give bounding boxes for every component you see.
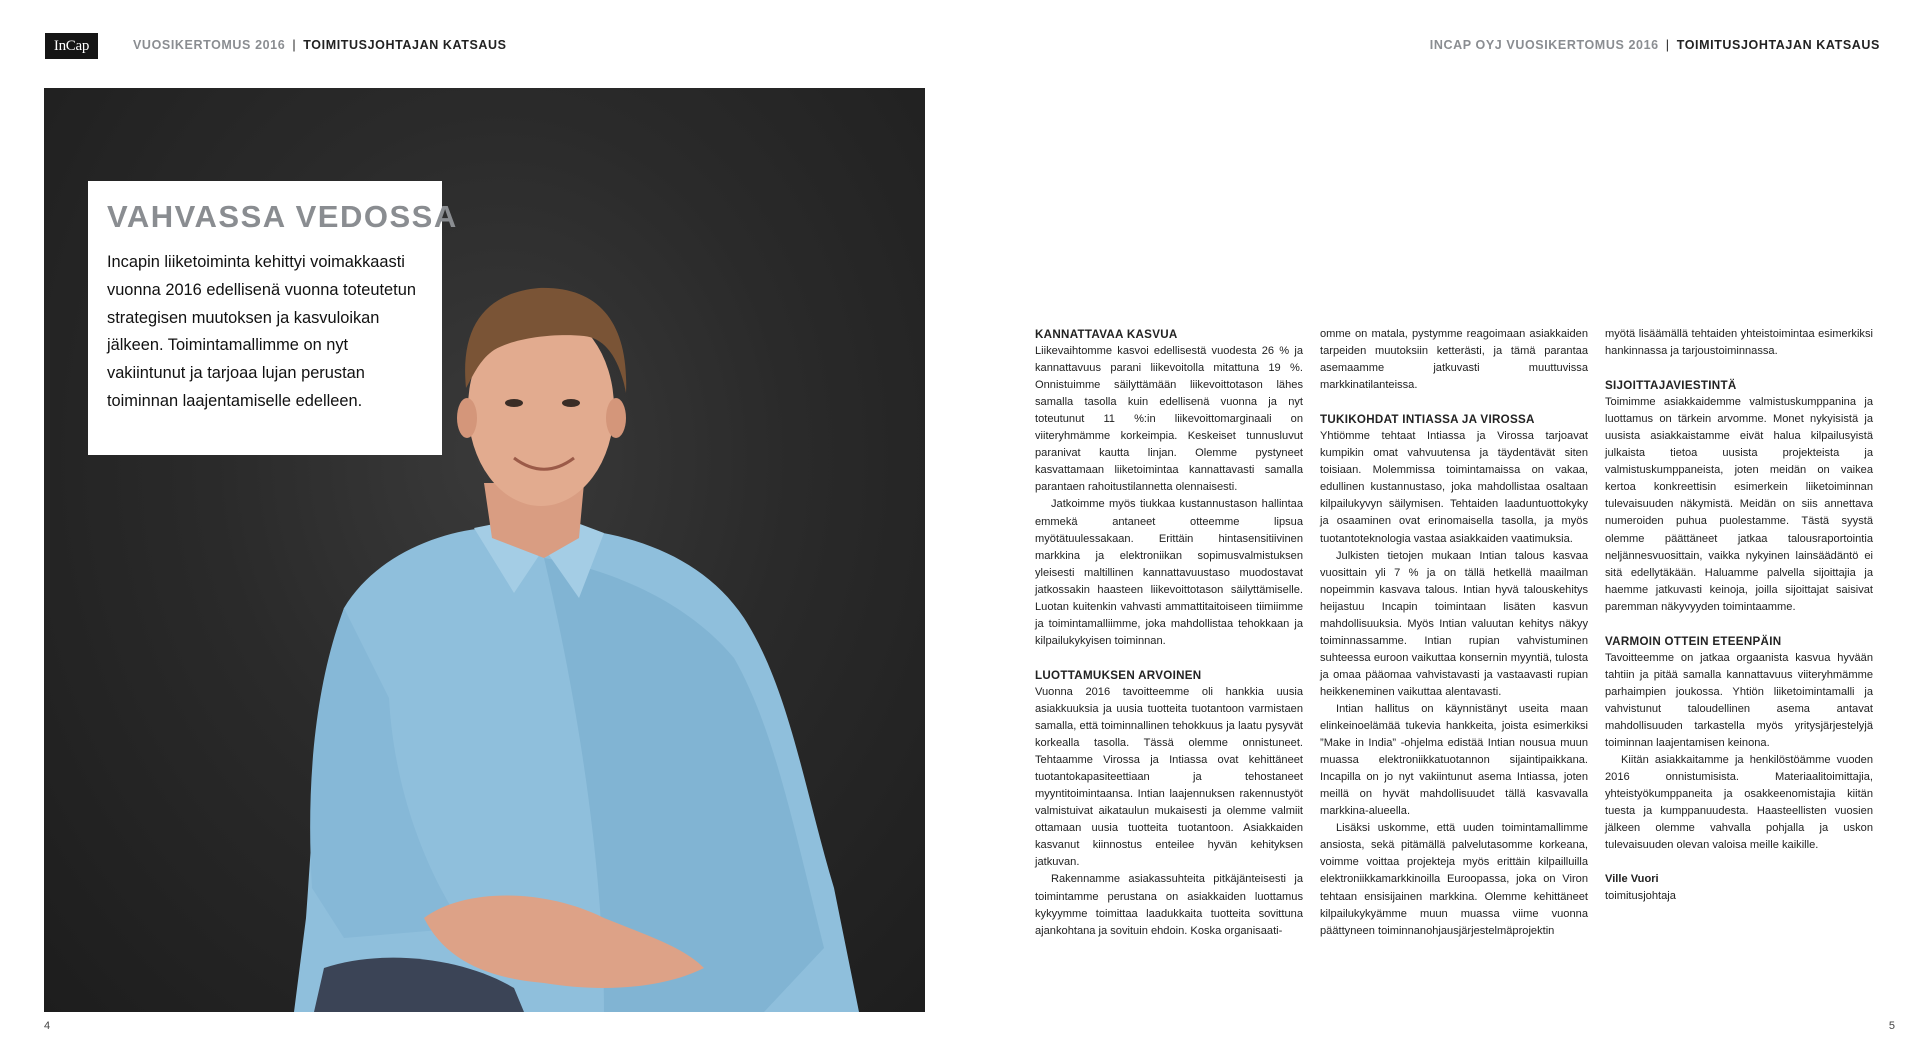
header-publication: INCAP OYJ VUOSIKERTOMUS 2016 bbox=[1429, 38, 1659, 52]
header-section: TOIMITUSJOHTAJAN KATSAUS bbox=[303, 38, 507, 52]
subheading: LUOTTAMUKSEN ARVOINEN bbox=[1035, 668, 1202, 682]
headline-title: VAHVASSA VEDOSSA bbox=[107, 199, 458, 234]
paragraph: Toimimme asiakkaidemme valmistuskumppanina ja luottamus on tärkein arvomme. Monet nykyisistä ja uusista asiakkaistamme eivät halua kilpailusyistä julkaista tietoa uusista projekteista ja valmistuskumppaneista, joten meidän on vaikea kertoa konkreettisin esimerkein liiketoiminnan tulevaisuuden näkymistä. Meidän on siis annettava numeroiden puhua puolestamme. Tästä syystä olemme päättäneet jatkaa talousraportointia neljännesvuosittain, vaikka nykyinen lainsäädäntö ei sitä edellytäkään. Haluamme palvella sijoittajia ja haemme jatkuvasti keinoja, joilla sijoittajat saisivat paremman näkyvyyden toimintaamme. bbox=[1605, 396, 1873, 613]
paragraph: Jatkoimme myös tiukkaa kustannustason hallintaa emmekä antaneet otteemme lipsua myötätuulessakaan. Erittäin hintasensitiivinen markkina ja elektroniikan sopimusvalmistuksen yleisesti maltillinen kannattavuustaso muodostavat jatkossakin haasteen liikevoittotason säilyttämiselle. Luotan kuitenkin vahvasti ammattitaitoiseen tiimiimme ja toimintamalliimme, joka mahdollistaa tehokkaan ja kilpailukykyisen toiminnan. bbox=[1035, 498, 1303, 647]
header-separator: | bbox=[292, 38, 297, 52]
paragraph: Rakennamme asiakassuhteita pitkäjänteisesti ja toimintamme perustana on asiakkaiden luottamus kykyymme toimittaa laadukkaita tuotteita sovittuna ajankohtana ja sovituin ehdoin. Koska organisaati- bbox=[1035, 873, 1303, 937]
subheading: SIJOITTAJAVIESTINTÄ bbox=[1605, 379, 1737, 393]
signature-name: Ville Vuori bbox=[1605, 873, 1659, 886]
paragraph: omme on matala, pystymme reagoimaan asiakkaiden tarpeiden muutoksiin ketterästi, ja tämä parantaa asemaamme jatkuvasti muuttuvissa markkinatilanteissa. bbox=[1320, 328, 1588, 392]
text-column-2 bbox=[1320, 326, 1588, 940]
incap-logo: InCap bbox=[45, 33, 98, 59]
left-eye bbox=[505, 399, 523, 407]
page-number-left: 4 bbox=[44, 1020, 51, 1032]
paragraph: Intian hallitus on käynnistänyt useita maan elinkeinoelämää tukevia hankkeita, joista esimerkiksi ”Make in India” -ohjelma edistää Intian nousua muun muassa elektroniikkatuotannon sijaintipaikkana. Incapilla on jo nyt vakiintunut asema Intiassa, joten meillä on hyvät mahdollisuudet tällä kasvavalla markkina-alueella. bbox=[1320, 702, 1588, 818]
paragraph: Liikevaihtomme kasvoi edellisestä vuodesta 26 % ja kannattavuus parani liikevoitolla mitattuna 19 %. Onnistuimme säilyttämään liikevoittotason lähes samalla tasolla kuin edellisenä vuonna ja nyt toteutunut 11 %:in liikevoittomarginaali on viiteryhmämme korkeimpia. Keskeiset tunnusluvut paranivat kautta linjan. Olemme pystyneet kasvattamaan liiketoimintaa kannattavasti samalla parantaen rahoitustilannetta olennaisesti. bbox=[1035, 345, 1303, 494]
subheading: KANNATTAVAA KASVUA bbox=[1035, 328, 1178, 341]
paragraph: Tavoitteemme on jatkaa orgaanista kasvua hyvään tahtiin ja pitää samalla kannattavuus viiteryhmämme parhaimpien joukossa. Yhtiön liiketoimintamalli ja vahvistunut taloudellinen asema antavat mahdollisuuden tarkastella myös yritysjärjestelyjä toiminnan laajentamisen keinona. bbox=[1605, 651, 1873, 750]
subheading: VARMOIN OTTEIN ETEENPÄIN bbox=[1605, 634, 1782, 648]
paragraph: myötä lisäämällä tehtaiden yhteistoimintaa esimerkiksi hankinnassa ja tarjoustoiminnassa. bbox=[1605, 328, 1873, 358]
left-ear bbox=[457, 398, 477, 438]
page-number-right: 5 bbox=[1888, 1020, 1895, 1032]
running-header-right bbox=[1430, 38, 1880, 52]
right-ear bbox=[606, 398, 626, 438]
right-eye bbox=[562, 399, 580, 407]
subheading: TUKIKOHDAT INTIASSA JA VIROSSA bbox=[1320, 413, 1535, 427]
signature-title: toimitusjohtaja bbox=[1605, 890, 1676, 903]
headline-box bbox=[88, 181, 458, 455]
paragraph: Yhtiömme tehtaat Intiassa ja Virossa tarjoavat kumpikin omat vahvuutensa ja täydentävät siten toisiaan. Molemmissa toimintamaissa on vakaa, edullinen kustannustaso, joka mahdollistaa osaltaan kilpailukyvyn säilymisen. Tehtaiden laaduntuottokyky ja osaaminen ovat erinomaisella tasolla, ja myös tuotantoteknologia vastaa asiakkaiden vaatimuksia. bbox=[1320, 430, 1588, 545]
paragraph: Lisäksi uskomme, että uuden toimintamallimme ansiosta, sekä pitämällä palvelutasomme korkeana, voimme voittaa projekteja myös erittäin kilpailluilla elektroniikkamarkkinoilla Euroopassa, joka on Viron tehtaan ensisijainen markkina. Olemme kehittäneet kilpailukykyämme muun muassa viime vuonna päättyneen toiminnanohjausjärjestelmäprojektin bbox=[1320, 822, 1588, 937]
text-column-3 bbox=[1605, 326, 1873, 905]
headline-lead-text: Incapin liiketoiminta kehittyi voimakkaasti vuonna 2016 edellisenä vuonna toteutetun strategisen muutoksen ja kasvuloikan jälkeen. Toimintamallimme on nyt vakiintunut ja tarjoaa lujan perustan toiminnan laajentamiselle edelleen. bbox=[107, 253, 416, 410]
header-publication: VUOSIKERTOMUS 2016 bbox=[133, 38, 286, 52]
text-column-1 bbox=[1035, 326, 1303, 940]
paragraph: Kiitän asiakkaitamme ja henkilöstöämme vuoden 2016 onnistumisista. Materiaalitoimittajia, yhteistyökumppaneita ja osakkeenomistajia kiitän tuesta ja kumppanuudesta. Haasteellisten vuosien jälkeen olemme vahvalla pohjalla ja uskon tulevaisuuden olevan valoisa meille kaikille. bbox=[1605, 754, 1873, 852]
header-separator: | bbox=[1665, 38, 1670, 52]
running-header-left bbox=[133, 38, 507, 52]
paragraph: Julkisten tietojen mukaan Intian talous kasvaa vuosittain yli 7 % ja on tällä hetkellä maailman nopeimmin kasvava talous. Intian hyvä talouskehitys heijastuu Incapin toimintaan lisäten kasvun mahdollisuuksia. Myös Intian valuutan kehitys näkyy toiminnassamme. Intian rupian vahvistuminen suhteessa euroon vaikuttaa konsernin myyntiä, tulosta ja omaa pääomaa vahvistavasti ja vastaavasti rupian heikkeneminen vaikuttaa alentavasti. bbox=[1320, 549, 1588, 698]
header-section: TOIMITUSJOHTAJAN KATSAUS bbox=[1676, 38, 1880, 52]
paragraph: Vuonna 2016 tavoitteemme oli hankkia uusia asiakkuuksia ja uusia tuotteita tuotantoon varmistaen samalla, että toiminnallinen tehokkuus ja laatu pysyvät korkealla tasolla. Tässä olemme onnistuneet. Tehtaamme Virossa ja Intiassa ovat kehittäneet tuotantokapasiteettiaan ja tehostaneet myyntitoimintaansa. Intian laajennuksen rakennustyöt valmistuivat aikataulun mukaisesti ja olemme valmiit ottamaan uusia tuotteita tuotantoon. Asiakkaiden kasvanut kiinnostus enteilee hyvän kehityksen jatkuvan. bbox=[1035, 685, 1303, 869]
